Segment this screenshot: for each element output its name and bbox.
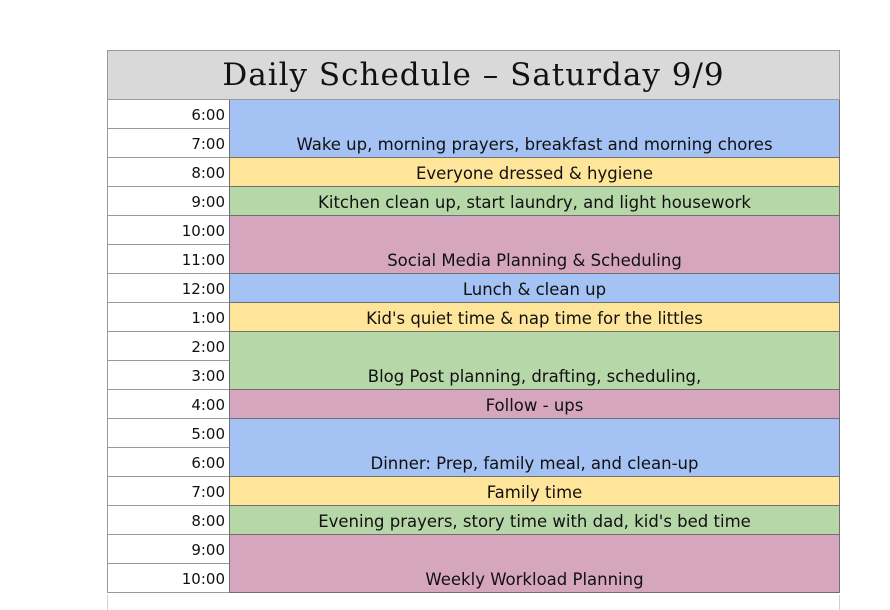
activity-cell[interactable]: Everyone dressed & hygiene: [230, 158, 839, 187]
time-cell[interactable]: 10:00: [107, 216, 229, 245]
time-cell[interactable]: 6:00: [107, 448, 229, 477]
activity-cell[interactable]: Lunch & clean up: [230, 274, 839, 303]
time-column: [107, 100, 229, 593]
empty-row[interactable]: [107, 595, 840, 610]
time-cell[interactable]: 7:00: [107, 129, 229, 158]
time-cell[interactable]: 2:00: [107, 332, 229, 361]
time-cell[interactable]: 10:00: [107, 564, 229, 593]
time-cell[interactable]: 6:00: [107, 100, 229, 129]
activity-cell[interactable]: Dinner: Prep, family meal, and clean-up: [230, 419, 839, 477]
schedule-sheet: [107, 50, 840, 595]
time-cell[interactable]: 8:00: [107, 506, 229, 535]
activity-cell[interactable]: Kid's quiet time & nap time for the littles: [230, 303, 839, 332]
activity-cell[interactable]: Blog Post planning, drafting, scheduling,: [230, 332, 839, 390]
time-cell[interactable]: 3:00: [107, 361, 229, 390]
activity-cell[interactable]: Weekly Workload Planning: [230, 535, 839, 593]
activity-column: [229, 100, 840, 593]
activity-cell[interactable]: Social Media Planning & Scheduling: [230, 216, 839, 274]
activity-cell[interactable]: Follow - ups: [230, 390, 839, 419]
schedule-title[interactable]: Daily Schedule – Saturday 9/9: [107, 50, 840, 100]
activity-cell[interactable]: Wake up, morning prayers, breakfast and morning chores: [230, 100, 839, 158]
activity-cell[interactable]: Kitchen clean up, start laundry, and light housework: [230, 187, 839, 216]
time-cell[interactable]: 11:00: [107, 245, 229, 274]
activity-cell[interactable]: Evening prayers, story time with dad, kid's bed time: [230, 506, 839, 535]
time-cell[interactable]: 1:00: [107, 303, 229, 332]
time-cell[interactable]: 9:00: [107, 187, 229, 216]
time-cell[interactable]: 12:00: [107, 274, 229, 303]
time-cell[interactable]: 7:00: [107, 477, 229, 506]
time-cell[interactable]: 5:00: [107, 419, 229, 448]
time-cell[interactable]: 4:00: [107, 390, 229, 419]
time-cell[interactable]: 9:00: [107, 535, 229, 564]
activity-cell[interactable]: Family time: [230, 477, 839, 506]
time-cell[interactable]: 8:00: [107, 158, 229, 187]
